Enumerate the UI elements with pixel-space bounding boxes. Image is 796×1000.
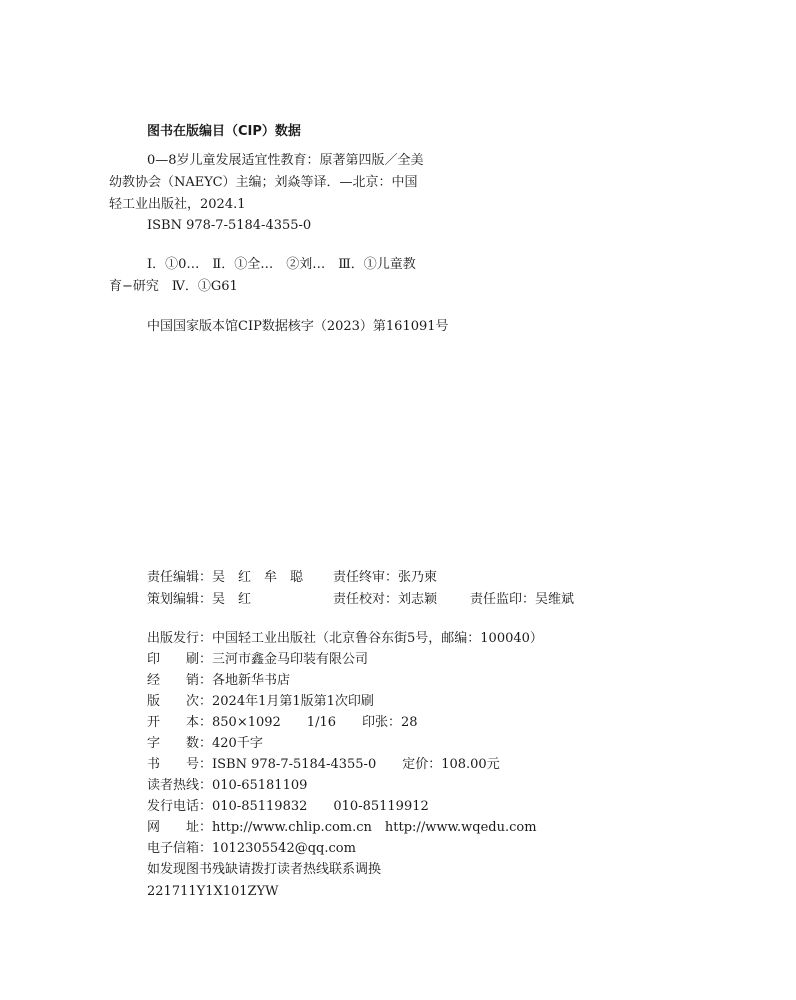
pub-label: 发行电话： (147, 799, 213, 814)
pub-row-isbn-price (147, 755, 500, 775)
pub-code: 221711Y1X101ZYW (147, 884, 279, 899)
pub-value: 中国轻工业出版社（北京鲁谷东街5号，邮编：100040） (212, 631, 543, 646)
pub-label: 电子信箱： (147, 841, 213, 856)
pub-label: 印 刷： (147, 652, 213, 667)
cip-line: 幼教协会（NAEYC）主编；刘焱等译．—北京：中国 (109, 175, 418, 190)
pub-row-publisher (147, 629, 543, 649)
staff-proofreader (333, 590, 437, 610)
cip-line: 轻工业出版社，2024.1 (109, 197, 246, 212)
staff-value: 吴 红 牟 聪 (212, 570, 304, 585)
pub-value: ISBN 978-7-5184-4355-0 定价：108.00元 (212, 757, 500, 772)
pub-label: 读者热线： (147, 778, 213, 793)
staff-label: 责任编辑： (147, 570, 213, 585)
pub-value: 三河市鑫金马印装有限公司 (212, 652, 369, 667)
cip-heading: 图书在版编目（CIP）数据 (147, 124, 301, 139)
pub-value: 1012305542@qq.com (212, 841, 356, 856)
staff-label: 策划编辑： (147, 592, 213, 607)
cip-line: 0—8岁儿童发展适宜性教育：原著第四版／全美 (147, 153, 424, 168)
staff-label: 责任监印： (470, 592, 536, 607)
pub-notice: 如发现图书残缺请拨打读者热线联系调换 (147, 862, 382, 877)
cip-classification: 育−研究 Ⅳ．①G61 (109, 279, 238, 294)
pub-value: 2024年1月第1版第1次印刷 (212, 694, 374, 709)
pub-row-printer (147, 650, 368, 670)
pub-label: 开 本： (147, 715, 213, 730)
pub-label: 书 号： (147, 757, 213, 772)
pub-value: http://www.chlip.com.cn http://www.wqedu.com (212, 820, 537, 835)
pub-label: 经 销： (147, 673, 213, 688)
staff-planning-editor (147, 590, 251, 610)
staff-final-review (333, 568, 437, 588)
cip-record-number: 中国国家版本馆CIP数据核字（2023）第161091号 (147, 319, 449, 334)
staff-label: 责任终审： (333, 570, 399, 585)
pub-row-format (147, 713, 418, 733)
pub-label: 网 址： (147, 820, 213, 835)
pub-value: 010-65181109 (212, 778, 308, 793)
staff-print-supervisor (470, 590, 574, 610)
pub-label: 版 次： (147, 694, 213, 709)
pub-value: 420千字 (212, 736, 263, 751)
pub-row-reader-hotline (147, 776, 307, 796)
staff-label: 责任校对： (333, 592, 399, 607)
staff-value: 张乃柬 (398, 570, 438, 585)
pub-row-distributor (147, 671, 290, 691)
staff-editor (147, 568, 303, 588)
pub-value: 各地新华书店 (212, 673, 291, 688)
cip-isbn: ISBN 978-7-5184-4355-0 (147, 218, 312, 233)
pub-label: 字 数： (147, 736, 213, 751)
cip-classification: Ⅰ．①0… Ⅱ．①全… ②刘… Ⅲ．①儿童教 (147, 257, 416, 272)
pub-value: 010-85119832 010-85119912 (212, 799, 429, 814)
pub-row-sales-phone (147, 797, 429, 817)
staff-value: 刘志颖 (398, 592, 438, 607)
staff-value: 吴维斌 (535, 592, 575, 607)
pub-row-email (147, 839, 356, 859)
pub-row-word-count (147, 734, 263, 754)
pub-label: 出版发行： (147, 631, 213, 646)
pub-row-edition (147, 692, 374, 712)
pub-row-website (147, 818, 537, 838)
pub-value: 850×1092 1/16 印张：28 (212, 715, 418, 730)
staff-value: 吴 红 (212, 592, 252, 607)
